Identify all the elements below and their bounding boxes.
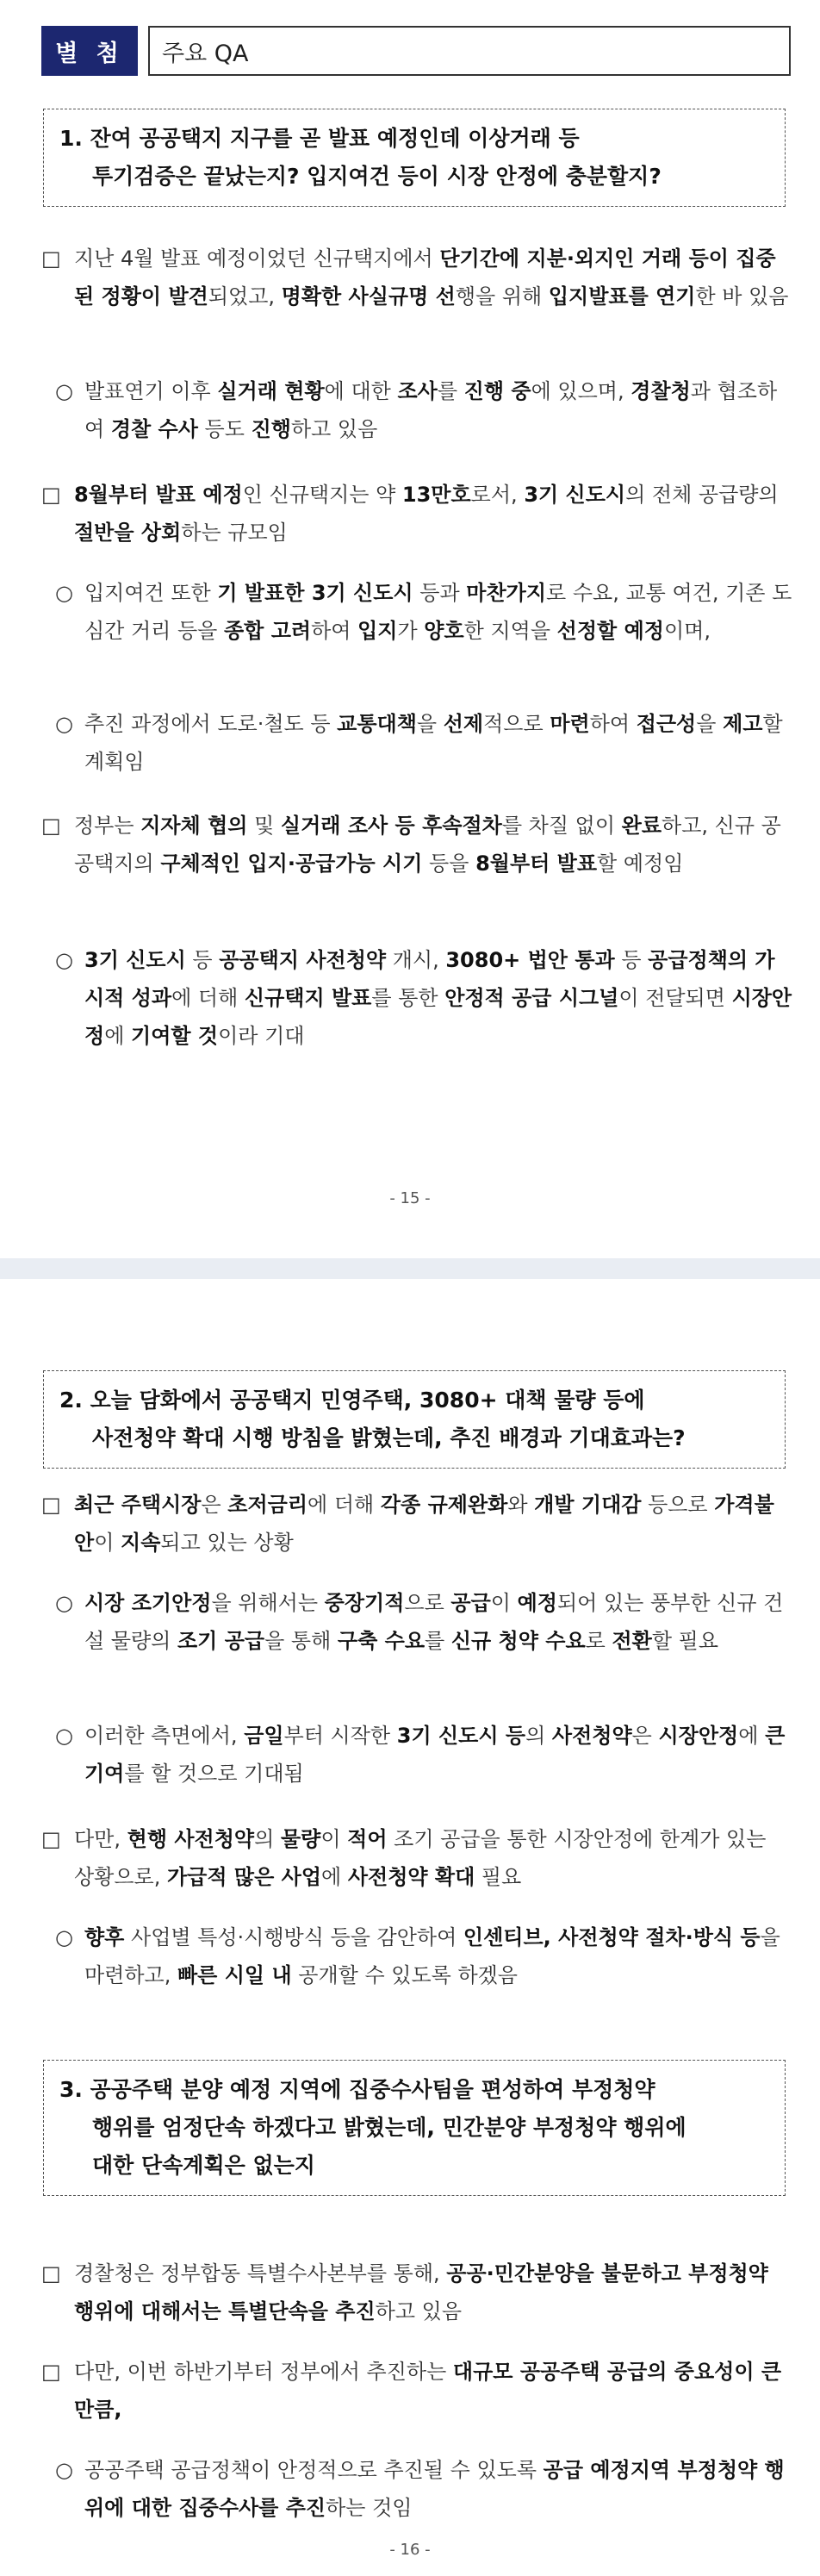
question-3 — [43, 2060, 786, 2196]
question-3-line3: 대한 단속계획은 없는지 — [92, 2153, 315, 2178]
attachment-header — [41, 26, 791, 76]
answer-2-para-3: ○ 이러한 측면에서, 금일부터 시작한 3기 신도시 등의 사전청약은 시장안정에 큰 기여를 할 것으로 기대됨 — [55, 1717, 792, 1793]
page-15 — [0, 0, 820, 1258]
paragraph-text: 다만, 이번 하반기부터 정부에서 추진하는 대규모 공공주택 공급의 중요성이 큰 만큼, — [74, 2360, 782, 2422]
question-1 — [43, 109, 786, 207]
question-1-line1: 1. 잔여 공공택지 지구를 곧 발표 예정인데 이상거래 등 — [59, 126, 580, 151]
paragraph-text: 향후 사업별 특성·시행방식 등을 감안하여 인센티브, 사전청약 절차·방식 등을 마련하고, 빠른 시일 내 공개할 수 있도록 하겠음 — [84, 1925, 780, 1987]
page-gap — [0, 1258, 820, 1279]
answer-2-para-2: ○ 시장 조기안정을 위해서는 중장기적으로 공급이 예정되어 있는 풍부한 신규 건설 물량의 조기 공급을 통해 구축 수요를 신규 청약 수요로 전환할 필요 — [55, 1584, 792, 1660]
answer-1-para-5: ○ 추진 과정에서 도로·철도 등 교통대책을 선제적으로 마련하여 접근성을 제고할 계획임 — [55, 705, 792, 781]
answer-2-para-1: □ 최근 주택시장은 초저금리에 더해 각종 규제완화와 개발 기대감 등으로 가격불안이 지속되고 있는 상황 — [41, 1486, 792, 1562]
paragraph-text: 정부는 지자체 협의 및 실거래 조사 등 후속절차를 차질 없이 완료하고, 신규 공공택지의 구체적인 입지·공급가능 시기 등을 8월부터 발표할 예정임 — [74, 814, 781, 876]
paragraph-text: 이러한 측면에서, 금일부터 시작한 3기 신도시 등의 사전청약은 시장안정에 큰 기여를 할 것으로 기대됨 — [84, 1724, 786, 1786]
page-number: - 16 - — [389, 2541, 431, 2559]
answer-1-para-4: ○ 입지여건 또한 기 발표한 3기 신도시 등과 마찬가지로 수요, 교통 여건, 기존 도심간 거리 등을 종합 고려하여 입지가 양호한 지역을 선정할 예정이며, — [55, 574, 792, 650]
answer-1-para-1: □ 지난 4월 발표 예정이었던 신규택지에서 단기간에 지분·외지인 거래 등이 집중된 정황이 발견되었고, 명확한 사실규명 선행을 위해 입지발표를 연기한 바 있음 — [41, 240, 792, 315]
paragraph-text: 발표연기 이후 실거래 현황에 대한 조사를 진행 중에 있으며, 경찰청과 협조하여 경찰 수사 등도 진행하고 있음 — [84, 379, 778, 441]
paragraph-text: 공공주택 공급정책이 안정적으로 추진될 수 있도록 공급 예정지역 부정청약 행위에 대한 집중수사를 추진하는 것임 — [84, 2458, 785, 2520]
paragraph-text: 다만, 현행 사전청약의 물량이 적어 조기 공급을 통한 시장안정에 한계가 있는 상황으로, 가급적 많은 사업에 사전청약 확대 필요 — [74, 1827, 767, 1889]
attachment-tag: 별 첨 — [41, 26, 138, 76]
answer-3-para-1: □ 경찰청은 정부합동 특별수사본부를 통해, 공공·민간분양을 불문하고 부정청약 행위에 대해서는 특별단속을 추진하고 있음 — [41, 2255, 792, 2330]
page-16 — [0, 1279, 820, 2576]
paragraph-text: 지난 4월 발표 예정이었던 신규택지에서 단기간에 지분·외지인 거래 등이 집중된 정황이 발견되었고, 명확한 사실규명 선행을 위해 입지발표를 연기한 바 있음 — [74, 246, 789, 309]
answer-1-para-2: ○ 발표연기 이후 실거래 현황에 대한 조사를 진행 중에 있으며, 경찰청과 협조하여 경찰 수사 등도 진행하고 있음 — [55, 372, 792, 448]
answer-1-para-3: □ 8월부터 발표 예정인 신규택지는 약 13만호로서, 3기 신도시의 전체 공급량의 절반을 상회하는 규모임 — [41, 476, 792, 552]
paragraph-text: 최근 주택시장은 초저금리에 더해 각종 규제완화와 개발 기대감 등으로 가격불안이 지속되고 있는 상황 — [74, 1493, 774, 1555]
answer-3-para-2: □ 다만, 이번 하반기부터 정부에서 추진하는 대규모 공공주택 공급의 중요성이 큰 만큼, — [41, 2353, 792, 2429]
paragraph-text: 경찰청은 정부합동 특별수사본부를 통해, 공공·민간분양을 불문하고 부정청약 행위에 대해서는 특별단속을 추진하고 있음 — [74, 2261, 768, 2323]
question-2-line2: 사전청약 확대 시행 방침을 밝혔는데, 추진 배경과 기대효과는? — [92, 1425, 686, 1450]
question-2 — [43, 1370, 786, 1469]
paragraph-text: 추진 과정에서 도로·철도 등 교통대책을 선제적으로 마련하여 접근성을 제고할 계획임 — [84, 712, 783, 774]
attachment-title: 주요 QA — [148, 26, 791, 76]
question-1-line2: 투기검증은 끝났는지? 입지여건 등이 시장 안정에 충분할지? — [92, 164, 662, 189]
answer-1-para-6: □ 정부는 지자체 협의 및 실거래 조사 등 후속절차를 차질 없이 완료하고, 신규 공공택지의 구체적인 입지·공급가능 시기 등을 8월부터 발표할 예정임 — [41, 807, 792, 883]
question-3-line2: 행위를 엄정단속 하겠다고 밝혔는데, 민간분양 부정청약 행위에 — [92, 2115, 686, 2140]
paragraph-text: 3기 신도시 등 공공택지 사전청약 개시, 3080+ 법안 통과 등 공급정책의 가시적 성과에 더해 신규택지 발표를 통한 안정적 공급 시그널이 전달되면 시장안정에 기여할 것이라 기대 — [84, 948, 792, 1048]
answer-3-para-3: ○ 공공주택 공급정책이 안정적으로 추진될 수 있도록 공급 예정지역 부정청약 행위에 대한 집중수사를 추진하는 것임 — [55, 2451, 792, 2527]
page-number: - 15 - — [389, 1189, 431, 1207]
answer-2-para-5: ○ 향후 사업별 특성·시행방식 등을 감안하여 인센티브, 사전청약 절차·방식 등을 마련하고, 빠른 시일 내 공개할 수 있도록 하겠음 — [55, 1918, 792, 1994]
question-3-line1: 3. 공공주택 분양 예정 지역에 집중수사팀을 편성하여 부정청약 — [59, 2077, 655, 2102]
paragraph-text: 입지여건 또한 기 발표한 3기 신도시 등과 마찬가지로 수요, 교통 여건, 기존 도심간 거리 등을 종합 고려하여 입지가 양호한 지역을 선정할 예정이며, — [84, 581, 792, 643]
question-2-line1: 2. 오늘 담화에서 공공택지 민영주택, 3080+ 대책 물량 등에 — [59, 1388, 645, 1413]
answer-1-para-7: ○ 3기 신도시 등 공공택지 사전청약 개시, 3080+ 법안 통과 등 공급정책의 가시적 성과에 더해 신규택지 발표를 통한 안정적 공급 시그널이 전달되면 시장안정에 기여할 것이라 기대 — [55, 941, 792, 1055]
paragraph-text: 시장 조기안정을 위해서는 중장기적으로 공급이 예정되어 있는 풍부한 신규 건설 물량의 조기 공급을 통해 구축 수요를 신규 청약 수요로 전환할 필요 — [84, 1591, 784, 1653]
answer-2-para-4: □ 다만, 현행 사전청약의 물량이 적어 조기 공급을 통한 시장안정에 한계가 있는 상황으로, 가급적 많은 사업에 사전청약 확대 필요 — [41, 1820, 792, 1896]
paragraph-text: 8월부터 발표 예정인 신규택지는 약 13만호로서, 3기 신도시의 전체 공급량의 절반을 상회하는 규모임 — [74, 483, 779, 545]
